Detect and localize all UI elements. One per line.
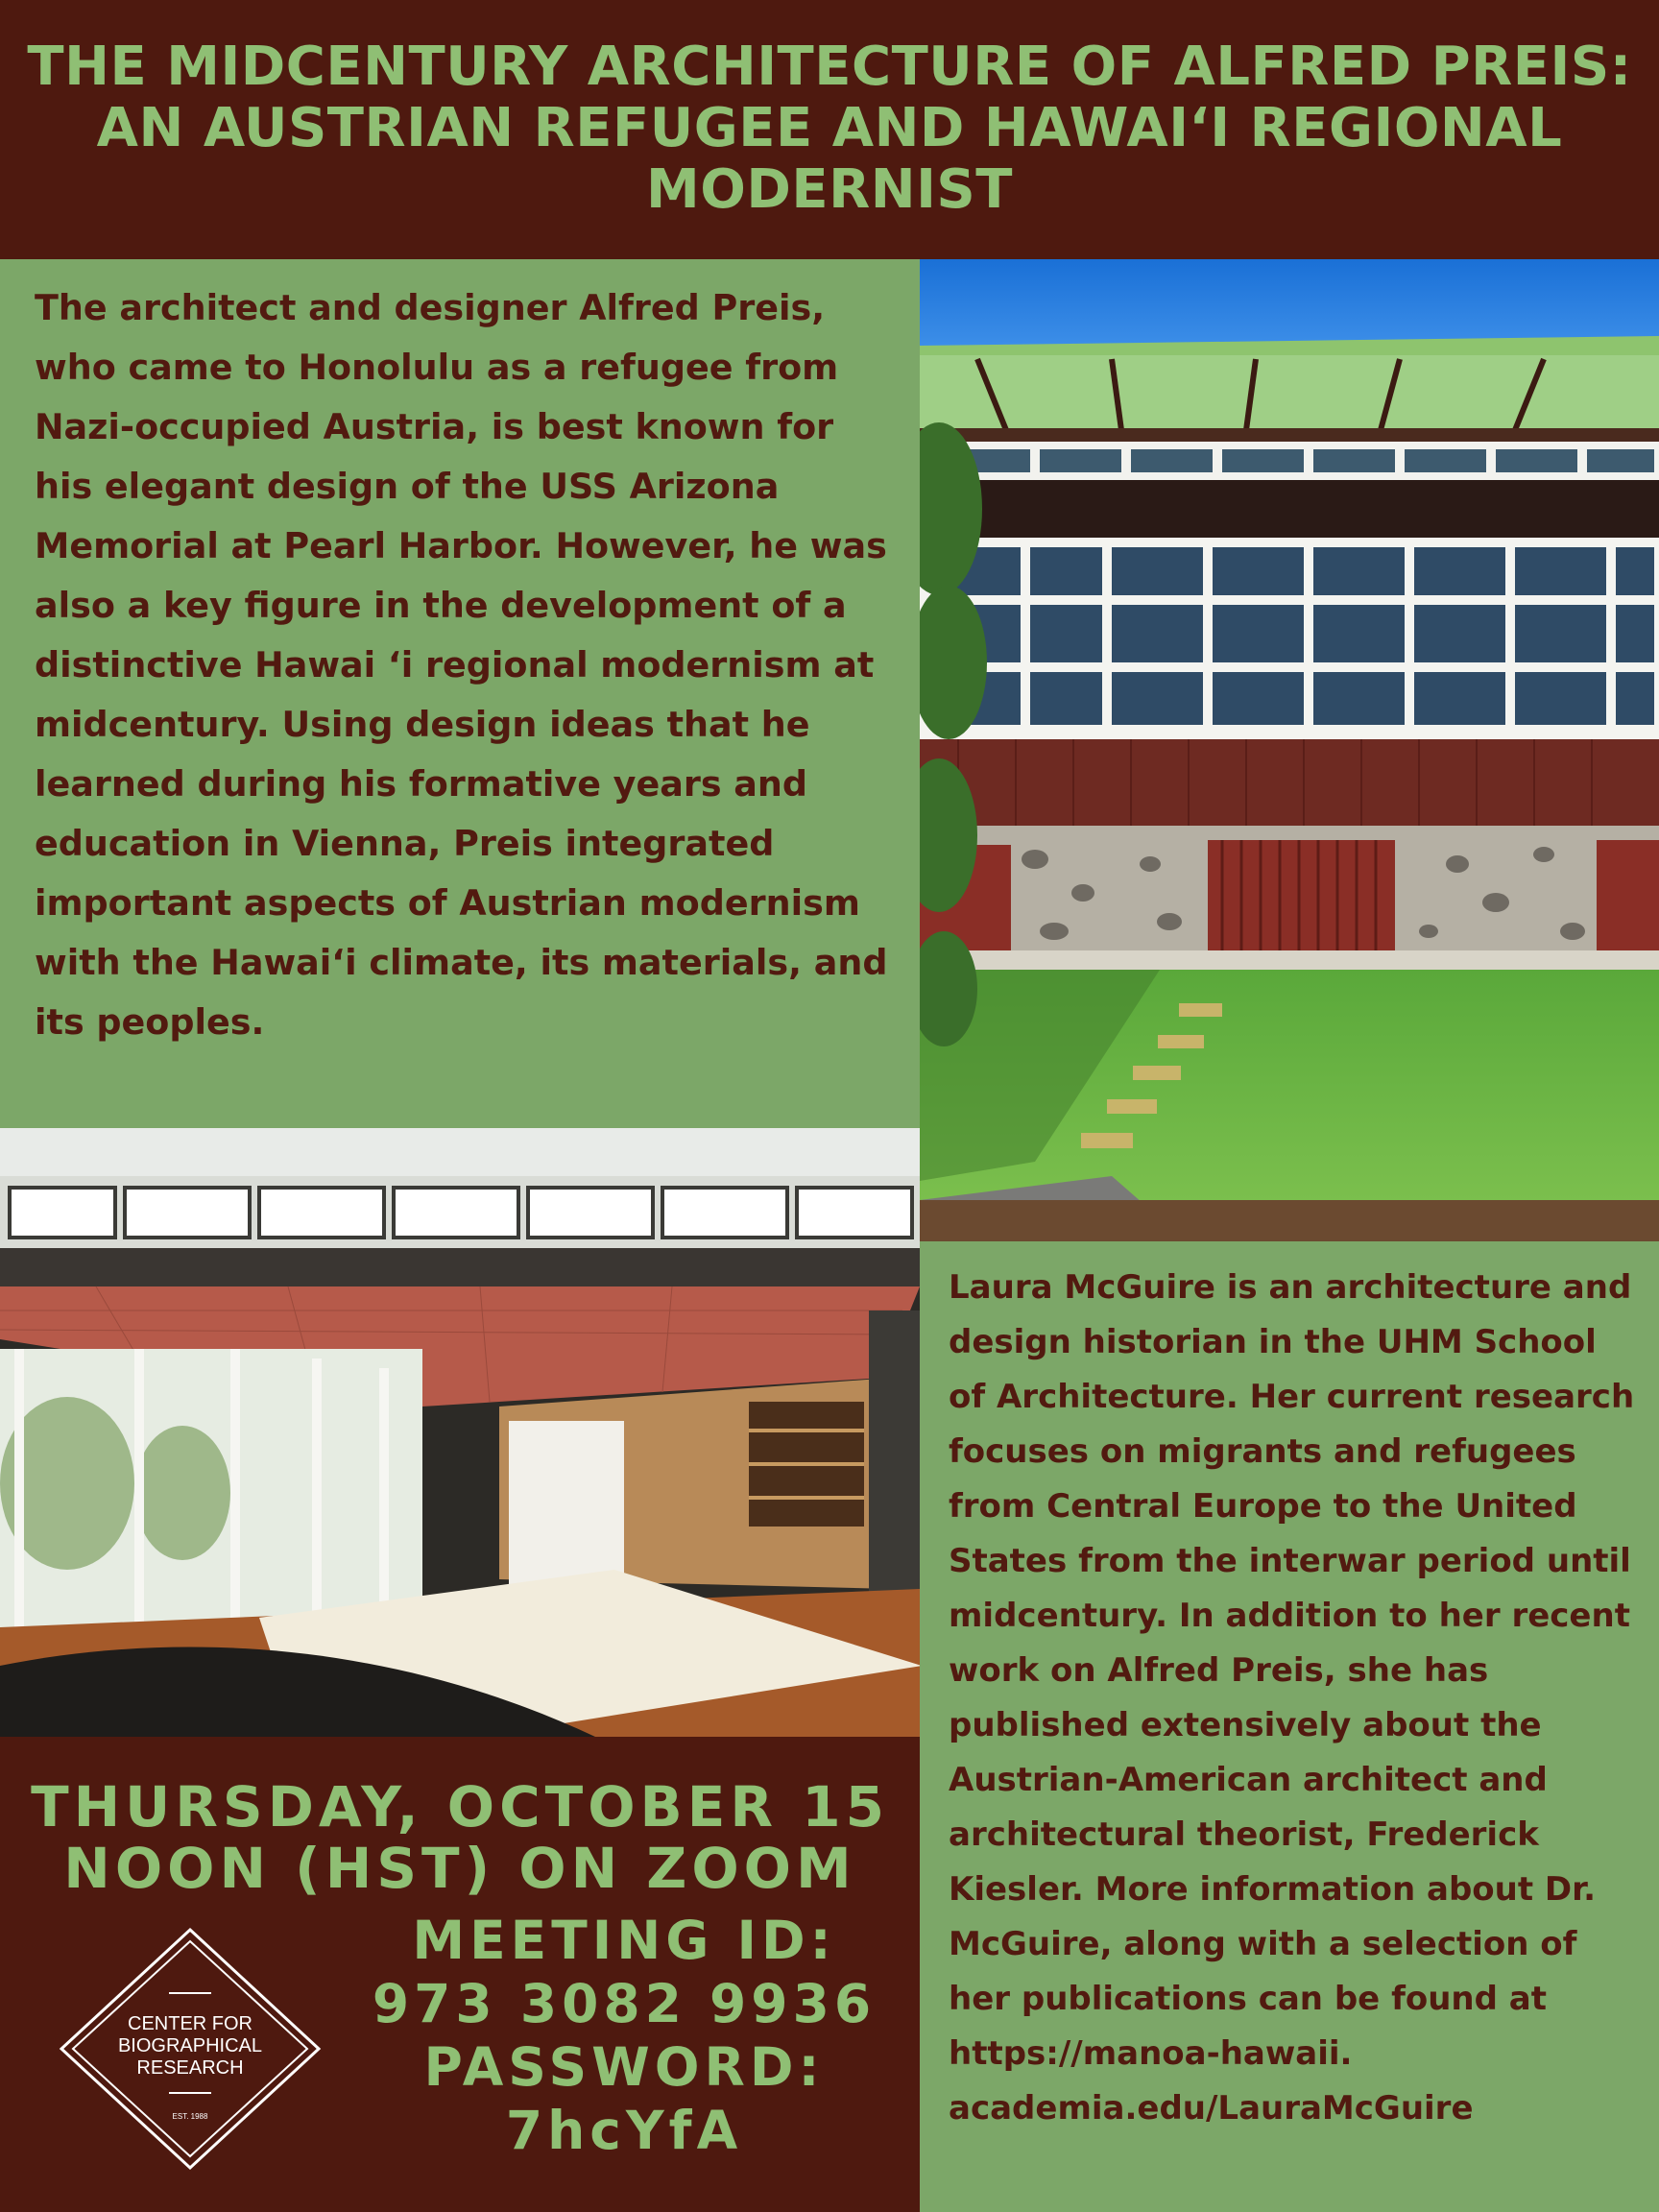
intro-panel [0,259,920,1128]
interior-living-room-photo [0,1128,920,1737]
event-time: NOON (HST) ON ZOOM [63,1836,856,1901]
logo-line-3: RESEARCH [136,2057,244,2079]
logo-line-1: CENTER FOR [128,2013,252,2034]
title-line-1: THE MIDCENTURY ARCHITECTURE OF ALFRED PREIS: [27,36,1632,98]
logo-line-2: BIOGRAPHICAL [117,2035,263,2056]
title-line-2: AN AUSTRIAN REFUGEE AND HAWAIʻI REGIONAL [96,97,1563,159]
header-band [0,0,1659,259]
zoom-password[interactable]: 7hcYfA [505,2100,743,2161]
speaker-bio-paragraph: Laura McGuire is an architecture and design historian in the UHM School of Architecture. Her current research focuses on migrants and refugees from Central Europe to the United States from the interwar period until midcentury. In addition to her recent work on Alfred Preis, she has published extensively about the Austrian-American architect and architectural theorist, Frederick Kiesler. More information about Dr. McGuire, along with a selection of her publications can be found at https://manoa-hawaii. academia.edu/LauraMcGuire [949,1268,1635,2128]
center-for-biographical-research-logo [56,1924,325,2174]
speaker-bio-panel [920,1241,1659,2212]
title-line-3: MODERNIST [646,158,1013,221]
event-title [19,36,1640,221]
password-label: PASSWORD: [423,2036,825,2098]
meeting-id-label: MEETING ID: [412,1910,836,1971]
event-date: THURSDAY, OCTOBER 15 [31,1774,889,1839]
intro-paragraph: The architect and designer Alfred Preis, who came to Honolulu as a refugee from Nazi-occupied Austria, is best known for his elegant design of the USS Arizona Memorial at Pearl Harbor. However, he was also a key figure in the development of a distinctive Hawai ʻi regional modernism at midcentury. Using design ideas that he learned during his formative years and education in Vienna, Preis integrated important aspects of Austrian modernism with the Hawaiʻi climate, its materials, and its peoples. [35,287,888,1043]
exterior-building-photo [920,259,1659,1241]
meeting-id[interactable]: 973 3082 9936 [372,1973,877,2034]
logo-est: EST. 1988 [172,2112,208,2121]
